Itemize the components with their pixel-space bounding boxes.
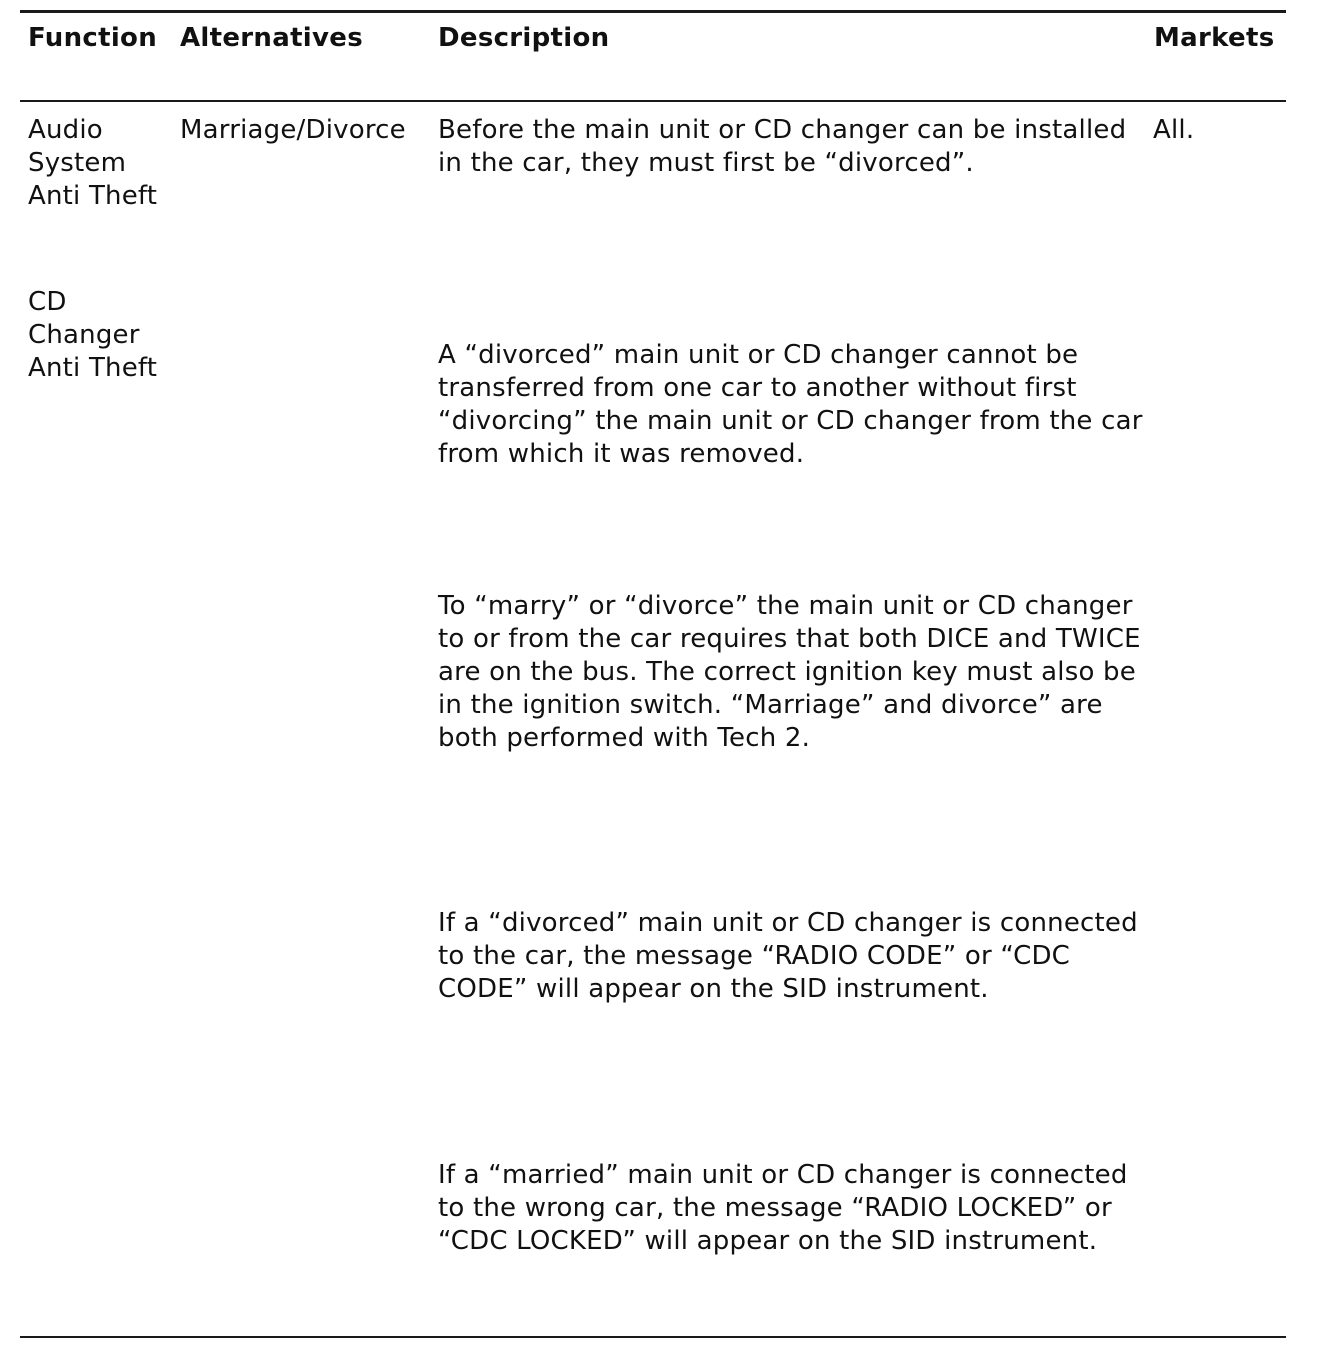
table-top-rule <box>20 10 1286 13</box>
alternatives-cell: Marriage/Divorce <box>180 115 406 145</box>
function-cell-cd-changer: CD Changer Anti Theft <box>28 287 158 383</box>
markets-cell: All. <box>1153 115 1195 145</box>
description-paragraph: To “marry” or “divorce” the main unit or CD changer to or from the car requires that both DICE and TWICE are on the bus. The correct ignition key must also be in the ignition switch. “Marriage” and divorce” are both performed with Tech 2. <box>438 591 1141 753</box>
table-bottom-rule <box>20 1336 1286 1338</box>
header-markets: Markets <box>1154 23 1275 53</box>
description-paragraph: Before the main unit or CD changer can be installed in the car, they must first be “divorced”. <box>438 115 1127 178</box>
header-divider-rule <box>20 100 1286 102</box>
description-paragraph: If a “married” main unit or CD changer is connected to the wrong car, the message “RADIO LOCKED” or “CDC LOCKED” will appear on the SID instrument. <box>438 1160 1128 1256</box>
header-function: Function <box>28 23 158 53</box>
function-cell-audio-system: Audio System Anti Theft <box>28 115 158 211</box>
header-alternatives: Alternatives <box>180 23 363 53</box>
header-description: Description <box>438 23 610 53</box>
description-paragraph: If a “divorced” main unit or CD changer is connected to the car, the message “RADIO CODE” or “CDC CODE” will appear on the SID instrument. <box>438 908 1138 1004</box>
description-paragraph: A “divorced” main unit or CD changer cannot be transferred from one car to another without first “divorcing” the main unit or CD changer from the car from which it was removed. <box>438 340 1143 469</box>
